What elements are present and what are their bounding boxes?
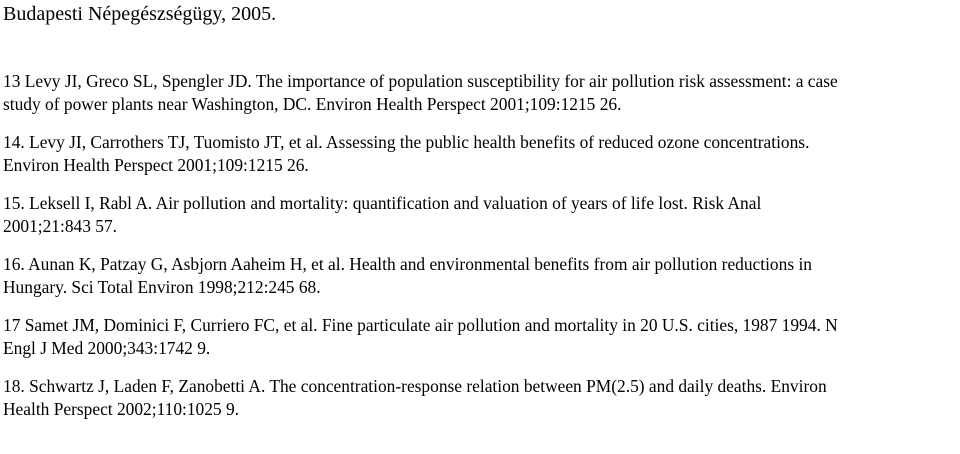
reference-line: 13 Levy JI, Greco SL, Spengler JD. The importance of population susceptibility for air pollution risk assessment: a case bbox=[3, 71, 838, 91]
reference-line: Health Perspect 2002;110:1025 9. bbox=[3, 399, 240, 419]
reference-18 bbox=[3, 375, 955, 421]
reference-line: Environ Health Perspect 2001;109:1215 26. bbox=[3, 155, 309, 175]
reference-line: Hungary. Sci Total Environ 1998;212:245 68. bbox=[3, 277, 321, 297]
reference-16 bbox=[3, 253, 955, 299]
reference-line: 2001;21:843 57. bbox=[3, 216, 118, 236]
reference-line: study of power plants near Washington, DC. Environ Health Perspect 2001;109:1215 26. bbox=[3, 94, 622, 114]
reference-line: 17 Samet JM, Dominici F, Curriero FC, et al. Fine particulate air pollution and mortality in 20 U.S. cities, 1987 1994. N bbox=[3, 315, 838, 335]
reference-17 bbox=[3, 314, 955, 360]
reference-15 bbox=[3, 192, 955, 238]
reference-line: 14. Levy JI, Carrothers TJ, Tuomisto JT, et al. Assessing the public health benefits of reduced ozone concentrations. bbox=[3, 132, 810, 152]
reference-line: Engl J Med 2000;343:1742 9. bbox=[3, 338, 211, 358]
reference-13 bbox=[3, 70, 955, 116]
reference-list bbox=[3, 70, 955, 436]
reference-line: 16. Aunan K, Patzay G, Asbjorn Aaheim H, et al. Health and environmental benefits from air pollution reductions in bbox=[3, 254, 812, 274]
reference-14 bbox=[3, 131, 955, 177]
reference-line: 18. Schwartz J, Laden F, Zanobetti A. The concentration-response relation between PM(2.5) and daily deaths. Environ bbox=[3, 376, 827, 396]
running-header: Budapesti Népegészségügy, 2005. bbox=[3, 3, 277, 25]
reference-line: 15. Leksell I, Rabl A. Air pollution and mortality: quantification and valuation of years of life lost. Risk Anal bbox=[3, 193, 762, 213]
